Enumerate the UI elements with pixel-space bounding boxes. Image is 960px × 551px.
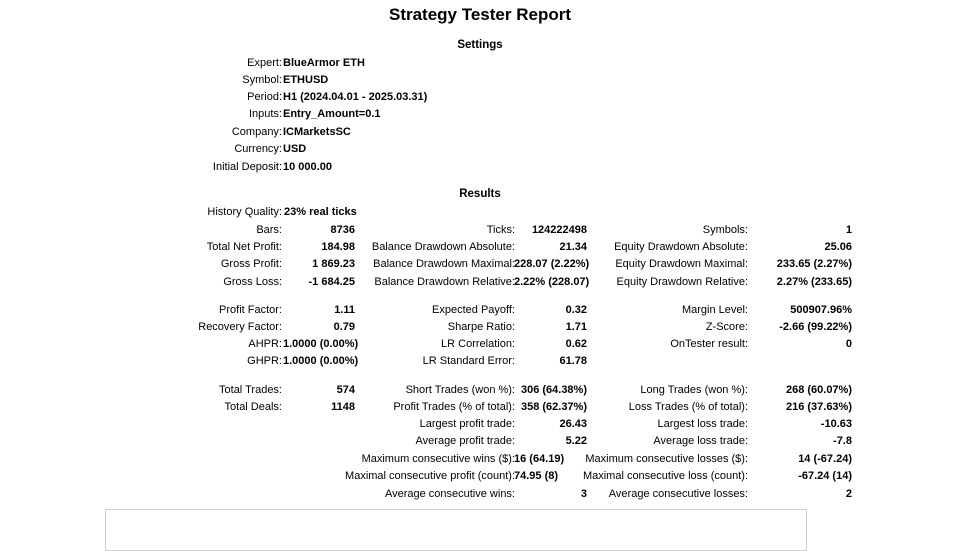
settings-value: ETHUSD [283, 74, 329, 86]
history-quality-value: 23% real ticks [284, 206, 357, 218]
result-label: Largest profit trade: [419, 418, 515, 430]
result-value: 74.95 (8) [514, 470, 559, 482]
result-label: Equity Drawdown Relative: [616, 276, 748, 288]
result-value: -67.24 (14) [798, 470, 852, 482]
result-label: Average consecutive wins: [384, 488, 515, 500]
result-value: 0.32 [565, 304, 587, 316]
result-value: 358 (62.37%) [520, 401, 587, 413]
report-title: Strategy Tester Report [388, 5, 571, 24]
history-quality-label: History Quality: [207, 206, 282, 218]
settings-label: Period: [247, 91, 282, 103]
result-label: Average loss trade: [653, 435, 748, 447]
settings-label: Symbol: [242, 74, 282, 86]
result-value: 0.62 [565, 338, 587, 350]
result-value: 16 (64.19) [514, 453, 565, 465]
result-label: Maximum consecutive wins ($): [361, 453, 515, 465]
result-label: Long Trades (won %): [640, 384, 748, 396]
result-value: 1.0000 (0.00%) [283, 355, 359, 367]
result-value: 2.27% (233.65) [776, 276, 852, 288]
result-value: 25.06 [824, 241, 852, 253]
result-label: OnTester result: [670, 338, 748, 350]
results-heading: Results [459, 188, 501, 200]
result-label: AHPR: [248, 338, 282, 350]
result-label: Average profit trade: [415, 435, 515, 447]
result-value: -2.66 (99.22%) [779, 321, 852, 333]
result-label: Maximal consecutive profit (count): [345, 470, 515, 482]
settings-value: USD [283, 143, 307, 155]
result-value: 2 [845, 488, 852, 500]
result-label: Sharpe Ratio: [447, 321, 515, 333]
settings-heading: Settings [457, 39, 503, 51]
result-value: 228.07 (2.22%) [514, 258, 590, 270]
result-label: Profit Trades (% of total): [393, 401, 515, 413]
result-value: 1.71 [565, 321, 587, 333]
result-label: Expected Payoff: [432, 304, 515, 316]
result-label: Total Deals: [224, 401, 282, 413]
result-label: Average consecutive losses: [608, 488, 748, 500]
result-value: 268 (60.07%) [785, 384, 852, 396]
result-label: Equity Drawdown Absolute: [614, 241, 748, 253]
settings-label: Inputs: [248, 108, 282, 120]
settings-value: BlueArmor ETH [283, 57, 365, 69]
result-label: Profit Factor: [219, 304, 282, 316]
result-label: Short Trades (won %): [405, 384, 515, 396]
result-value: 184.98 [321, 241, 355, 253]
result-value: 306 (64.38%) [520, 384, 587, 396]
result-label: Maximum consecutive losses ($): [585, 453, 748, 465]
settings-value: ICMarketsSC [283, 126, 351, 138]
result-label: LR Correlation: [441, 338, 515, 350]
result-label: Ticks: [486, 224, 515, 236]
result-label: Balance Drawdown Maximal: [373, 258, 515, 270]
result-label: Bars: [256, 224, 282, 236]
result-label: Recovery Factor: [198, 321, 282, 333]
result-label: Gross Profit: [220, 258, 282, 270]
settings-label: Initial Deposit: [212, 161, 282, 173]
chart-frame [105, 509, 807, 551]
result-value: 5.22 [565, 435, 587, 447]
result-label: Maximal consecutive loss (count): [582, 470, 748, 482]
settings-label: Expert: [247, 57, 282, 69]
result-label: Gross Loss: [223, 276, 282, 288]
result-value: -7.8 [833, 435, 852, 447]
result-value: 500907.96% [790, 304, 852, 316]
settings-value: H1 (2024.04.01 - 2025.03.31) [283, 91, 428, 103]
settings-value: Entry_Amount=0.1 [283, 108, 381, 120]
result-label: Balance Drawdown Absolute: [371, 241, 515, 253]
result-value: 61.78 [559, 355, 587, 367]
result-value: 0.79 [333, 321, 355, 333]
result-value: 8736 [330, 224, 355, 236]
result-label: Equity Drawdown Maximal: [615, 258, 748, 270]
result-value: -1 684.25 [308, 276, 355, 288]
result-label: LR Standard Error: [422, 355, 515, 367]
result-value: 1 [845, 224, 852, 236]
result-value: -10.63 [820, 418, 852, 430]
result-label: Total Net Profit: [206, 241, 282, 253]
result-value: 1.0000 (0.00%) [283, 338, 359, 350]
result-value: 216 (37.63%) [785, 401, 852, 413]
result-value: 2.22% (228.07) [514, 276, 590, 288]
result-value: 26.43 [559, 418, 587, 430]
result-label: Loss Trades (% of total): [628, 401, 748, 413]
result-label: Largest loss trade: [657, 418, 748, 430]
result-value: 21.34 [559, 241, 587, 253]
result-label: GHPR: [247, 355, 282, 367]
result-value: 574 [336, 384, 355, 396]
result-value: 14 (-67.24) [798, 453, 852, 465]
result-label: Balance Drawdown Relative: [374, 276, 515, 288]
settings-value: 10 000.00 [283, 161, 332, 173]
result-value: 124222498 [531, 224, 587, 236]
result-value: 1.11 [334, 304, 355, 316]
result-value: 0 [845, 338, 852, 350]
settings-label: Currency: [234, 143, 282, 155]
result-label: Z-Score: [705, 321, 748, 333]
result-value: 3 [580, 488, 587, 500]
result-label: Margin Level: [681, 304, 748, 316]
result-label: Total Trades: [219, 384, 282, 396]
result-value: 1148 [331, 401, 355, 413]
settings-label: Company: [231, 126, 282, 138]
result-value: 1 869.23 [312, 258, 355, 270]
result-value: 233.65 (2.27%) [776, 258, 852, 270]
result-label: Symbols: [702, 224, 748, 236]
